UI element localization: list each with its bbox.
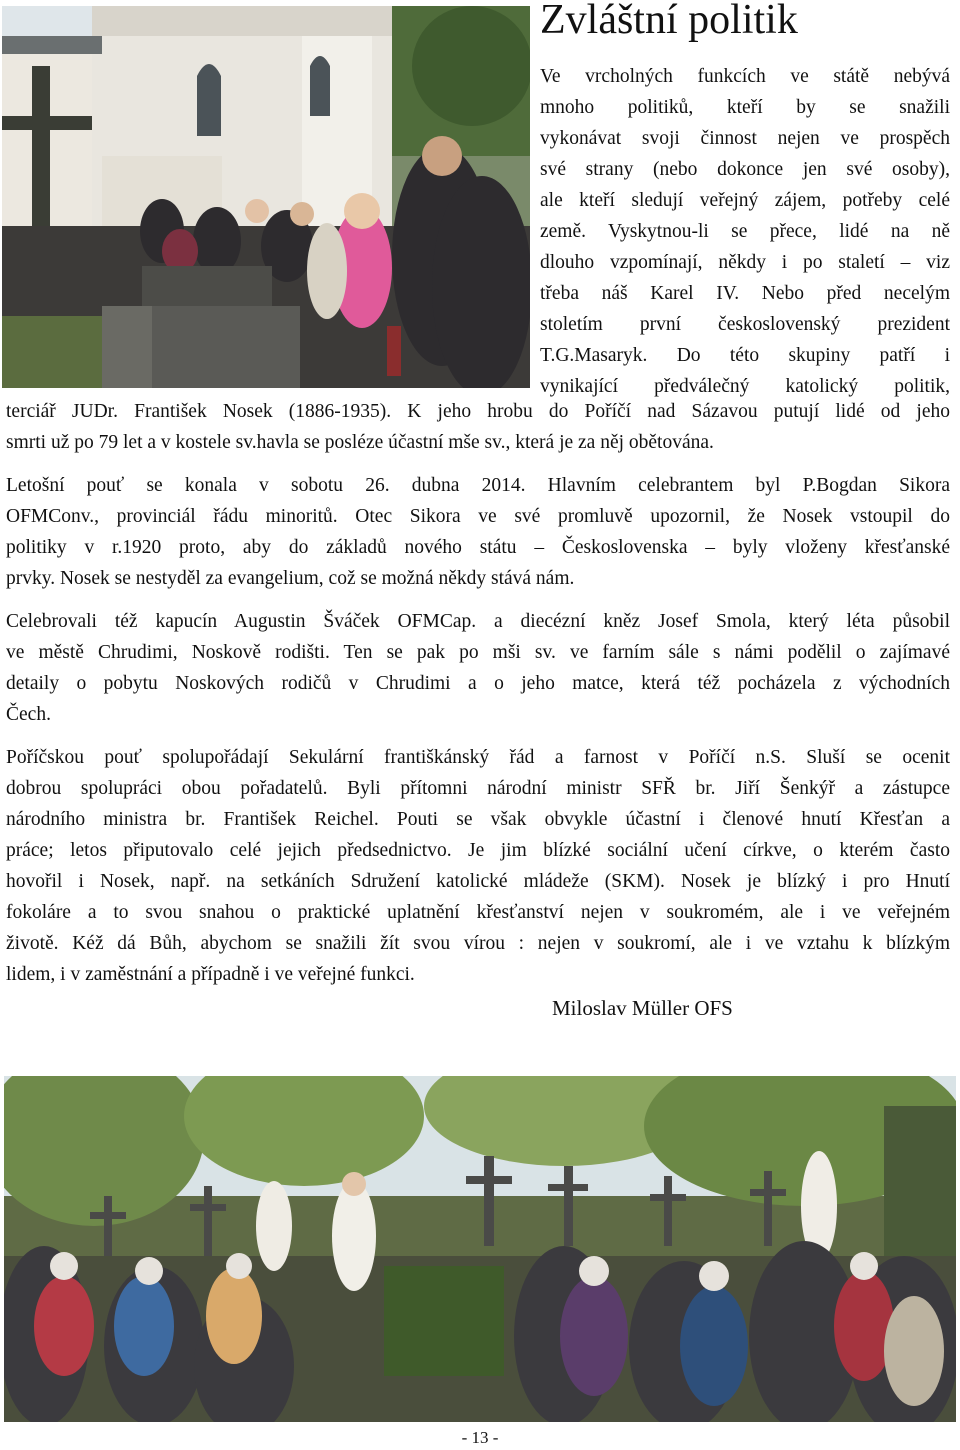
intro-line: vynikající předválečný katolický politik, bbox=[540, 376, 950, 397]
body-line: smrti už po 79 let a v kostele sv.havla se posléze účastní mše sv., která je za něj obětována. bbox=[6, 432, 714, 453]
intro-line: T.G.Masaryk. Do této skupiny patří i bbox=[540, 345, 950, 366]
body-line: OFMConv., provinciál řádu minoritů. Otec Sikora ve své promluvě upozornil, že Nosek vstoupil do bbox=[6, 506, 950, 527]
intro-line: stoletím první československý prezident bbox=[540, 314, 950, 335]
intro-line: mnoho politiků, kteří by se snažili bbox=[540, 97, 950, 118]
paragraph-pilgrimage bbox=[6, 470, 950, 594]
body-line: Letošní pouť se konala v sobotu 26. dubna 2014. Hlavním celebrantem byl P.Bogdan Sikora bbox=[6, 475, 950, 496]
intro-line: země. Vyskytnou-li se přece, lidé na ně bbox=[540, 221, 950, 242]
article-body bbox=[6, 396, 950, 1002]
cemetery-gathering-photo bbox=[4, 1076, 956, 1422]
body-line: hovořil i Nosek, např. na setkáních Sdružení katolické mládeže (SKM). Nosek je blízký i pro Hnutí bbox=[6, 871, 950, 892]
intro-line: dlouho vzpomínají, někdy i po staletí – viz bbox=[540, 252, 950, 273]
intro-column bbox=[540, 61, 950, 402]
body-line: fokoláre a to svou snahou o praktické uplatnění křesťanství nejen v soukromém, ale i ve veřejném bbox=[6, 902, 950, 923]
intro-line: Ve vrcholných funkcích ve státě nebývá bbox=[540, 66, 950, 87]
paragraph-nosek bbox=[6, 396, 950, 458]
paragraph-organizers bbox=[6, 742, 950, 990]
article-title: Zvláštní politik bbox=[540, 0, 798, 43]
body-line: národního ministra br. František Reichel. Pouti se však obvykle účastní i členové hnutí Křesťan a bbox=[6, 809, 950, 830]
intro-line: třeba náš Karel IV. Nebo před necelým bbox=[540, 283, 950, 304]
body-line: politiky v r.1920 proto, aby do základů nového státu – Československa – byly vloženy křesťanské bbox=[6, 537, 950, 558]
intro-line: ale kteří sledují veřejný zájem, potřeby celé bbox=[540, 190, 950, 211]
author-signature: Miloslav Müller OFS bbox=[552, 996, 733, 1020]
body-line: prvky. Nosek se nestyděl za evangelium, což se možná někdy stává nám. bbox=[6, 568, 575, 589]
intro-line: vykonávat svoji činnost nejen ve prospěch bbox=[540, 128, 950, 149]
body-line: lidem, i v zaměstnání a případně i ve veřejné funkci. bbox=[6, 964, 415, 985]
body-line: dobrou spolupráci obou pořadatelů. Byli přítomni národní ministr SFŘ br. Jiří Šenkýř a zástupce bbox=[6, 778, 950, 799]
paragraph-celebrants bbox=[6, 606, 950, 730]
body-line: Poříčskou pouť spolupořádají Sekulární františkánský řád a farnost v Poříčí n.S. Sluší se ocenit bbox=[6, 747, 950, 768]
body-line: životě. Kéž dá Bůh, abychom se snažili žít svou vírou : nejen v soukromí, ale i ve vztahu k blízkým bbox=[6, 933, 950, 954]
body-line: Celebrovali též kapucín Augustin Šváček OFMCap. a diecézní kněz Josef Smola, který léta působil bbox=[6, 611, 950, 632]
church-crowd-photo bbox=[2, 6, 530, 388]
cemetery-gathering-illustration bbox=[4, 1076, 956, 1422]
body-line: detaily o pobytu Noskových rodičů v Chrudimi a o jeho matce, která též pocházela z východních bbox=[6, 673, 950, 694]
church-crowd-illustration bbox=[2, 6, 530, 388]
body-line: Čech. bbox=[6, 704, 51, 725]
page-number: - 13 - bbox=[461, 1428, 499, 1447]
body-line: práce; letos připutovalo celé jejich předsednictvo. Je jim blízké sociální učení církve, o kterém často bbox=[6, 840, 950, 861]
intro-line: své strany (nebo dokonce jen své osoby), bbox=[540, 159, 950, 180]
body-line: ve městě Chrudimi, Noskově rodišti. Ten se pak po mši sv. ve farním sále s námi podělil o zajímavé bbox=[6, 642, 950, 663]
body-line: terciář JUDr. František Nosek (1886-1935). K jeho hrobu do Poříčí nad Sázavou putují lidé od jeho bbox=[6, 401, 950, 422]
